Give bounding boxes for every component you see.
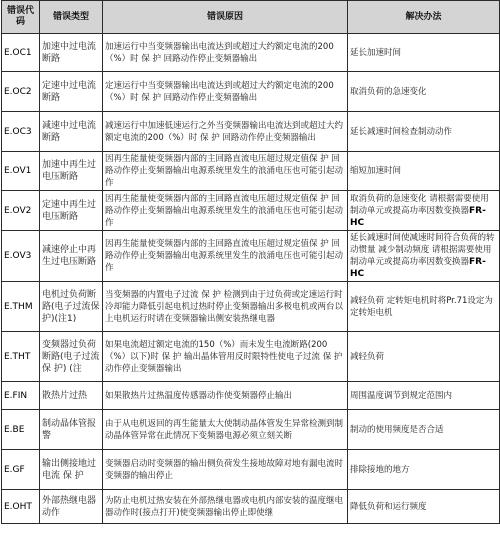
header-row [2, 1, 500, 34]
error-type: 制动晶体管报警 [40, 410, 103, 450]
error-code: E.BE [2, 410, 40, 450]
header-code: 错误代码 [2, 1, 40, 34]
error-code: E.OHT [2, 490, 40, 524]
solution-text: 延长减速时间使减速时间符合负荷的转动惯量 减少制动频度 请根据需要使用制动单元或提高功率因数变换器 [350, 233, 495, 267]
error-solution: 减轻负荷 定转矩电机时将Pr.71设定为定转矩电机 [348, 282, 500, 332]
table-row [2, 191, 500, 231]
error-solution: 制动的使用频度是否合适 [348, 410, 500, 450]
error-type: 减速中过电流断路 [40, 112, 103, 152]
error-type: 电机过负荷断路(电子过流保 护)(注1) [40, 282, 103, 332]
solution-text: 取消负荷的急速变化 请根据需要使用制动单元或提高功率因数变换器 [350, 193, 489, 216]
error-code: E.OV3 [2, 231, 40, 282]
table-row [2, 112, 500, 152]
error-code-table [1, 0, 500, 524]
header-type: 错误类型 [40, 1, 103, 34]
error-code: E.THT [2, 332, 40, 382]
error-cause: 为防止电机过热安装在外部热继电器或电机内部安装的温度继电器动作时(接点打开)使变频器输出停止即使继 [103, 490, 348, 524]
model-code: FR-HC [350, 205, 486, 228]
error-code: E.OC2 [2, 72, 40, 112]
error-solution: 延长减速时间检查制动动作 [348, 112, 500, 152]
error-solution [348, 231, 500, 282]
error-type: 定速中过电流断路 [40, 72, 103, 112]
error-type: 加速中再生过电压断路 [40, 152, 103, 191]
error-code: E.OV1 [2, 152, 40, 191]
table-row [2, 450, 500, 490]
error-type: 变频器过负荷断路(电子过流 保 护) (注 [40, 332, 103, 382]
table-row [2, 332, 500, 382]
error-cause: 因再生能量使变频器内部的主回路直流电压超过规定值保 护 回路动作停止变频器输出电源系统里发生的浪涌电压也可能引起动作 [103, 152, 348, 191]
error-cause: 定速运行中当变频器输出电流达到或超过大约额定电流的200（%）时 保 护 回路动作停止变频器输出 [103, 72, 348, 112]
error-cause: 加速运行中当变频器输出电流达到或超过大约额定电流的200（%）时 保 护 回路动作停止变频器输出 [103, 34, 348, 72]
error-solution: 减轻负荷 [348, 332, 500, 382]
error-cause: 如果散热片过热温度传感器动作使变频器停止输出 [103, 382, 348, 410]
header-solution: 解决办法 [348, 1, 500, 34]
error-code: E.FIN [2, 382, 40, 410]
error-type: 散热片过热 [40, 382, 103, 410]
error-type: 输出侧接地过电流 保 护 [40, 450, 103, 490]
model-code: FR-HC [350, 257, 486, 279]
error-cause: 因再生能量使变频器内部的主回路直流电压超过规定值保 护 回路动作停止变频器输出电源系统里发生的浪涌电压也可能引起动作 [103, 231, 348, 282]
error-solution: 取消负荷的急速变化 [348, 72, 500, 112]
error-solution: 缩短加速时间 [348, 152, 500, 191]
error-cause: 如果电流超过额定电流的150（%）而未发生电流断路(200（%）以下)时 保 护 输出晶体管用反时限特性使电子过流 保 护 动作停止变频器输出 [103, 332, 348, 382]
table-row [2, 152, 500, 191]
error-cause: 当变频器的内置电子过流 保 护 检测到由于过负荷或定速运行时冷却能力降低引起电机过热时停止变频器输出多极电机或两台以上电机运行时请在变频器输出侧安装热继电器 [103, 282, 348, 332]
table-row [2, 34, 500, 72]
error-code: E.OV2 [2, 191, 40, 231]
error-code: E.OC3 [2, 112, 40, 152]
error-solution [348, 191, 500, 231]
table-row [2, 410, 500, 450]
table-row [2, 490, 500, 524]
table-row [2, 231, 500, 282]
table-row [2, 72, 500, 112]
error-type: 减速停止中再生过电压断路 [40, 231, 103, 282]
error-cause: 由于从电机返回的再生能量太大使制动晶体管发生异常检测到制动晶体管异常在此情况下变频器电源必须立刻关断 [103, 410, 348, 450]
error-solution: 排除接地的地方 [348, 450, 500, 490]
error-solution: 周围温度调节到规定范围内 [348, 382, 500, 410]
error-code-sheet [1, 0, 499, 524]
error-cause: 减速运行中加速低速运行之外当变频器输出电流达到或超过大约额定电流的200（%）时 保 护 回路动作停止变频器输出 [103, 112, 348, 152]
error-type: 外部热继电器动作 [40, 490, 103, 524]
header-cause: 错误原因 [103, 1, 348, 34]
error-code: E.THM [2, 282, 40, 332]
error-solution: 降低负荷和运行频度 [348, 490, 500, 524]
table-row [2, 282, 500, 332]
error-solution: 延长加速时间 [348, 34, 500, 72]
error-code: E.OC1 [2, 34, 40, 72]
table-row [2, 382, 500, 410]
error-cause: 变频器启动时变频器的输出侧负荷发生接地故障对地有漏电流时变频器的输出停止 [103, 450, 348, 490]
error-code: E.GF [2, 450, 40, 490]
error-type: 加速中过电流断路 [40, 34, 103, 72]
error-type: 定速中再生过电压断路 [40, 191, 103, 231]
error-cause: 因再生能量使变频器内部的主回路直流电压超过规定值保 护 回路动作停止变频器输出电源系统里发生的浪涌电压也可能引起动作 [103, 191, 348, 231]
